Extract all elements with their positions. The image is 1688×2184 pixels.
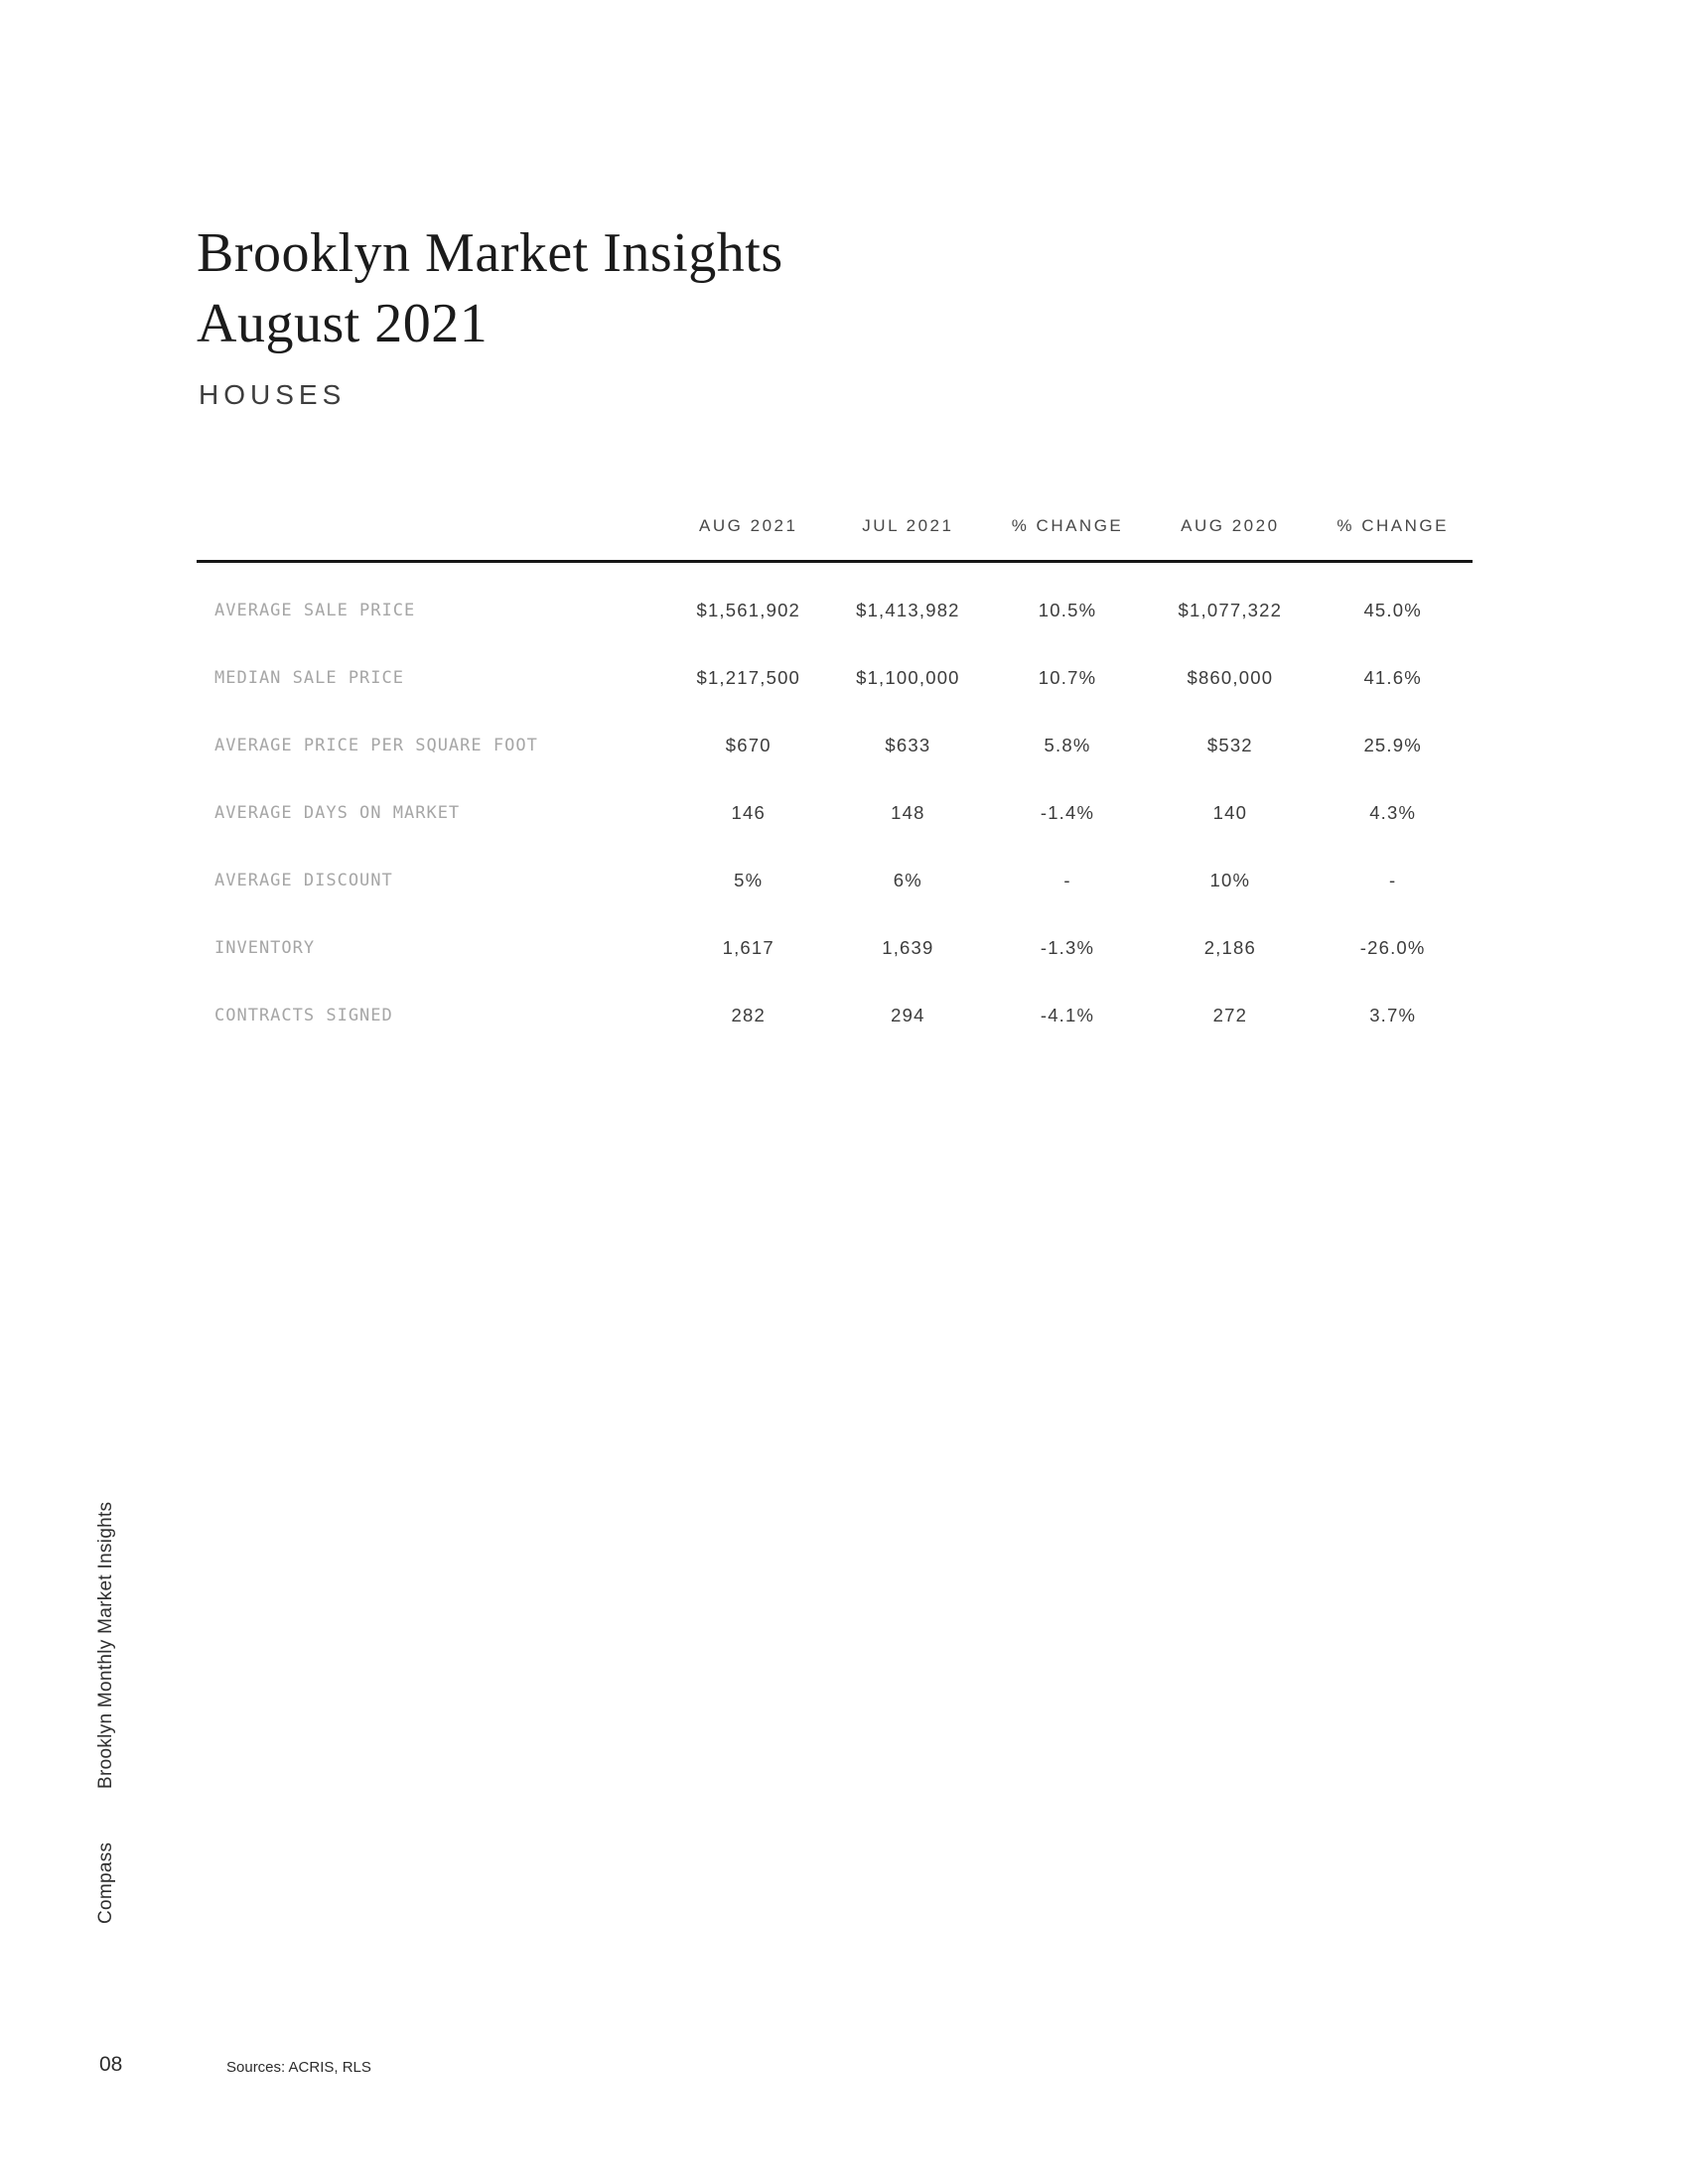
- cell-value: 10.5%: [1038, 600, 1097, 620]
- table-header-aug-2021: AUG 2021: [699, 516, 798, 535]
- row-label: CONTRACTS SIGNED: [214, 1006, 393, 1025]
- cell-value: $860,000: [1187, 667, 1274, 688]
- row-label: AVERAGE SALE PRICE: [214, 601, 416, 620]
- brand-vertical-text: Compass: [95, 1842, 116, 1924]
- cell-value: -26.0%: [1359, 937, 1426, 958]
- row-label: AVERAGE DAYS ON MARKET: [214, 803, 461, 823]
- cell-value: 294: [891, 1005, 925, 1025]
- cell-value: -1.3%: [1040, 937, 1095, 958]
- sources-note: Sources: ACRIS, RLS: [226, 2059, 371, 2076]
- table-row: [197, 577, 1473, 644]
- table-row: [197, 779, 1473, 847]
- row-label: INVENTORY: [214, 938, 316, 958]
- row-label: MEDIAN SALE PRICE: [214, 668, 404, 688]
- cell-value: 272: [1212, 1005, 1248, 1025]
- cell-value: $1,561,902: [696, 600, 801, 620]
- table-row: [197, 914, 1473, 982]
- row-label: AVERAGE DISCOUNT: [214, 871, 393, 890]
- cell-value: 10%: [1209, 870, 1251, 890]
- cell-value: $1,100,000: [856, 667, 960, 688]
- cell-value: 1,639: [882, 937, 934, 958]
- cell-value: 146: [731, 802, 766, 823]
- table-header-pct-change-2: % CHANGE: [1336, 516, 1449, 535]
- cell-value: $532: [1206, 735, 1253, 755]
- table-header-aug-2020: AUG 2020: [1181, 516, 1280, 535]
- cell-value: $1,077,322: [1178, 600, 1283, 620]
- table-row: [197, 982, 1473, 1049]
- market-table: [197, 516, 1473, 1049]
- cell-value: -: [1388, 870, 1397, 890]
- cell-value: $1,413,982: [856, 600, 960, 620]
- table-row: [197, 847, 1473, 914]
- cell-value: 4.3%: [1369, 802, 1417, 823]
- table-row: [197, 712, 1473, 779]
- cell-value: 41.6%: [1363, 667, 1422, 688]
- cell-value: 2,186: [1203, 937, 1256, 958]
- table-header-row: [197, 516, 1473, 563]
- cell-value: $670: [725, 735, 772, 755]
- cell-value: 148: [891, 802, 925, 823]
- table-header-pct-change-1: % CHANGE: [1011, 516, 1124, 535]
- cell-value: 45.0%: [1363, 600, 1422, 620]
- cell-value: 140: [1212, 802, 1248, 823]
- page-title-line2: August 2021: [197, 293, 489, 355]
- table-row: [197, 644, 1473, 712]
- cell-value: 1,617: [722, 937, 774, 958]
- cell-value: $1,217,500: [696, 667, 801, 688]
- cell-value: 10.7%: [1038, 667, 1097, 688]
- cell-value: -1.4%: [1040, 802, 1095, 823]
- page-title-line1: Brooklyn Market Insights: [197, 221, 783, 284]
- cell-value: 282: [731, 1005, 766, 1025]
- cell-value: 5%: [734, 870, 764, 890]
- row-label: AVERAGE PRICE PER SQUARE FOOT: [214, 736, 538, 755]
- cell-value: -: [1063, 870, 1071, 890]
- cell-value: 25.9%: [1363, 735, 1422, 755]
- cell-value: -4.1%: [1040, 1005, 1095, 1025]
- page-number: 08: [99, 2053, 123, 2076]
- page-title: [197, 218, 783, 360]
- cell-value: 6%: [893, 870, 922, 890]
- cell-value: $633: [885, 735, 931, 755]
- sidebar-vertical-text: Brooklyn Monthly Market Insights: [95, 1501, 116, 1789]
- cell-value: 3.7%: [1369, 1005, 1417, 1025]
- table-header-jul-2021: JUL 2021: [862, 516, 954, 535]
- section-heading: HOUSES: [199, 379, 347, 410]
- cell-value: 5.8%: [1044, 735, 1091, 755]
